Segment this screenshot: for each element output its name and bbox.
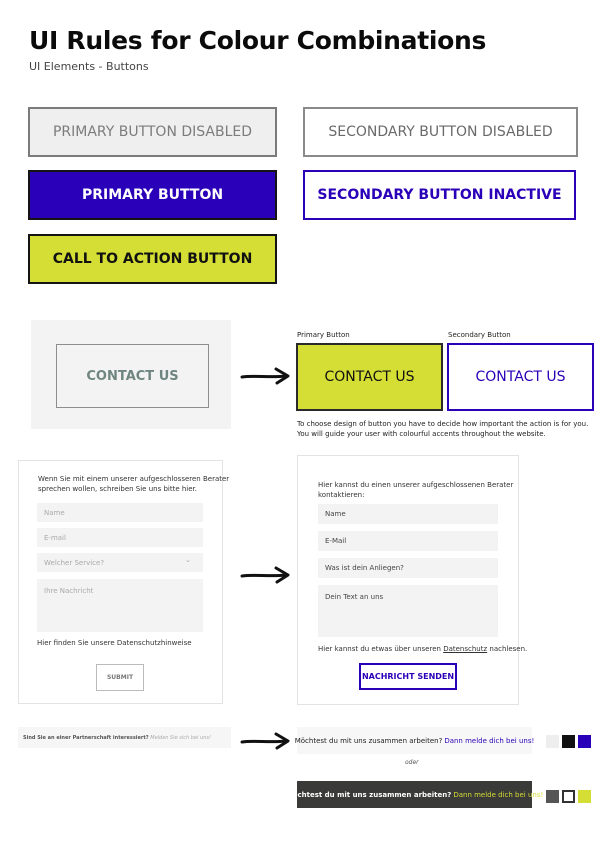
secondary-button-inactive[interactable]: SECONDARY BUTTON INACTIVE: [303, 170, 576, 220]
secondary-button-caption: Secondary Button: [448, 331, 511, 339]
light-partner-bar: Möchtest du mit uns zusammen arbeiten? Dann melde dich bei uns!: [297, 727, 532, 754]
button-design-note: To choose design of button you have to decide how important the action is for you. You will guide your user with colourful accents throughout the website.: [297, 420, 589, 438]
old-message-textarea[interactable]: Ihre Nachricht: [37, 579, 203, 632]
old-submit-button[interactable]: SUBMIT: [96, 664, 144, 691]
swatch-lime: [578, 790, 591, 803]
primary-button-disabled[interactable]: PRIMARY BUTTON DISABLED: [28, 107, 277, 157]
call-to-action-button[interactable]: CALL TO ACTION BUTTON: [28, 234, 277, 284]
swatch-blue: [578, 735, 591, 748]
new-email-input[interactable]: E-Mail: [318, 531, 498, 551]
swatch-white: [562, 790, 575, 803]
new-submit-button[interactable]: NACHRICHT SENDEN: [359, 663, 457, 690]
arrow-right-icon: [240, 565, 292, 585]
swatch-dark-grey: [546, 790, 559, 803]
old-service-select[interactable]: Welcher Service? ⌄: [37, 553, 203, 572]
page-subtitle: UI Elements - Buttons: [29, 60, 149, 73]
privacy-link[interactable]: Datenschutz: [443, 645, 488, 653]
swatch-light-grey: [546, 735, 559, 748]
old-privacy-text: Hier finden Sie unsere Datenschutzhinweise: [37, 639, 192, 647]
new-privacy-text: Hier kannst du etwas über unseren Datenschutz nachlesen.: [318, 645, 528, 653]
new-message-textarea[interactable]: Dein Text an uns: [318, 585, 498, 637]
primary-button[interactable]: PRIMARY BUTTON: [28, 170, 277, 220]
contact-primary-button[interactable]: CONTACT US: [296, 343, 443, 411]
dark-partner-bar: Möchtest du mit uns zusammen arbeiten? Dann melde dich bei uns!: [297, 781, 532, 808]
light-partner-link[interactable]: Dann melde dich bei uns!: [444, 736, 535, 745]
new-form-intro: Hier kannst du einen unserer aufgeschlossenen Berater kontaktieren:: [318, 481, 514, 499]
old-form-intro: Wenn Sie mit einem unserer aufgeschlosseren Berater sprechen wollen, schreiben Sie uns bitte hier.: [38, 475, 230, 493]
old-name-input[interactable]: Name: [37, 503, 203, 522]
chevron-down-icon: ⌄: [185, 556, 191, 564]
swatch-black: [562, 735, 575, 748]
contact-secondary-button[interactable]: CONTACT US: [447, 343, 594, 411]
old-partner-bar: Sind Sie an einer Partnerschaft interessiert? Melden Sie sich bei uns!: [18, 727, 231, 748]
old-email-input[interactable]: E-mail: [37, 528, 203, 547]
page-title: UI Rules for Colour Combinations: [29, 26, 487, 55]
primary-button-caption: Primary Button: [297, 331, 350, 339]
oder-label: oder: [405, 759, 419, 766]
new-name-input[interactable]: Name: [318, 504, 498, 524]
arrow-right-icon: [240, 731, 292, 751]
dark-partner-link[interactable]: Dann melde dich bei uns!: [453, 790, 544, 799]
arrow-right-icon: [240, 366, 292, 386]
old-partner-link[interactable]: Melden Sie sich bei uns!: [150, 734, 211, 741]
old-contact-button[interactable]: CONTACT US: [56, 344, 209, 408]
new-concern-input[interactable]: Was ist dein Anliegen?: [318, 558, 498, 578]
secondary-button-disabled[interactable]: SECONDARY BUTTON DISABLED: [303, 107, 578, 157]
